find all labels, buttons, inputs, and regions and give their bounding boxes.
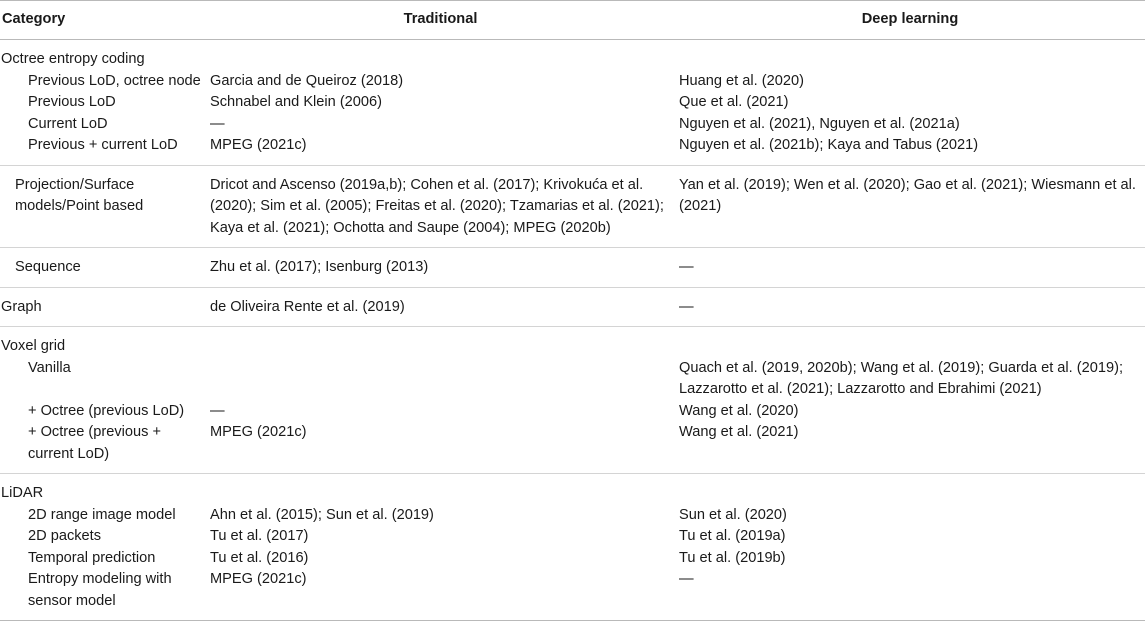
traditional-cell: Schnabel and Klein (2006) <box>210 94 383 110</box>
row-label: Previous LoD, octree node <box>28 72 201 89</box>
deep-learning-cell: Sun et al. (2020) <box>679 506 787 523</box>
group-title-row <box>0 474 1145 505</box>
deep-learning-cell: — <box>675 287 1145 327</box>
row-label: Current LoD <box>28 115 108 132</box>
traditional-cell: Ahn et al. (2015); Sun et al. (2019) <box>210 506 434 523</box>
deep-learning-cell: — <box>675 569 1145 621</box>
deep-learning-cell: — <box>675 248 1145 288</box>
deep-learning-cell: Yan et al. (2019); Wen et al. (2020); Gao et al. (2021); Wiesmann et al. (2021) <box>675 165 1145 248</box>
row-label: 2D range image model <box>28 506 176 523</box>
table-row <box>0 505 1145 527</box>
deep-learning-cell: Nguyen et al. (2021), Nguyen et al. (2021a) <box>679 115 960 132</box>
table-row <box>0 135 1145 165</box>
traditional-cell: — <box>210 402 225 419</box>
header-category: Category <box>0 1 206 40</box>
traditional-cell: MPEG (2021c) <box>206 135 675 165</box>
row-label: 2D packets <box>28 528 102 544</box>
traditional-cell: Tu et al. (2017) <box>210 528 309 544</box>
traditional-cell: MPEG (2021c) <box>206 569 675 621</box>
traditional-cell: Tu et al. (2016) <box>210 549 309 566</box>
row-label: Previous LoD <box>28 94 116 110</box>
deep-learning-cell: Nguyen et al. (2021b); Kaya and Tabus (2021) <box>675 135 1145 165</box>
row-label: Projection/Surface models/Point based <box>0 165 206 248</box>
row-label: Sequence <box>0 248 206 288</box>
table-row <box>0 114 1145 136</box>
group-title: LiDAR <box>1 485 44 501</box>
deep-learning-cell: Wang et al. (2020) <box>679 402 799 419</box>
group-title-row <box>0 40 1145 71</box>
table-row <box>0 548 1145 570</box>
row-label: Graph <box>0 287 206 327</box>
table-row <box>0 422 1145 474</box>
group-title: Voxel grid <box>1 338 66 354</box>
group-title-row <box>0 327 1145 358</box>
deep-learning-cell: Huang et al. (2020) <box>679 72 804 89</box>
traditional-cell <box>206 358 675 401</box>
header-row <box>0 1 1145 40</box>
traditional-cell: Zhu et al. (2017); Isenburg (2013) <box>206 248 675 288</box>
table-row <box>0 92 1145 114</box>
table-row <box>0 526 1145 548</box>
traditional-cell: MPEG (2021c) <box>206 422 675 474</box>
deep-learning-cell: Quach et al. (2019, 2020b); Wang et al. (2019); Guarda et al. (2019); Lazzarotto et al. (2021); Lazzarotto and Ebrahimi (2021) <box>679 359 1124 397</box>
row-label: + Octree (previous LoD) <box>28 402 185 419</box>
traditional-cell: Garcia and de Queiroz (2018) <box>210 72 404 89</box>
group-title: Octree entropy coding <box>1 51 145 67</box>
table-row <box>0 71 1145 93</box>
row-label: Vanilla <box>28 359 71 376</box>
deep-learning-cell: Tu et al. (2019b) <box>679 549 786 566</box>
row-label: + Octree (previous + current LoD) <box>0 422 206 474</box>
row-label: Entropy modeling with sensor model <box>0 569 206 621</box>
header-traditional: Traditional <box>206 1 675 40</box>
deep-learning-cell: Que et al. (2021) <box>679 94 789 110</box>
row-label: Temporal prediction <box>28 549 156 566</box>
table-row <box>0 401 1145 423</box>
table-row <box>0 569 1145 621</box>
header-deep-learning: Deep learning <box>675 1 1145 40</box>
traditional-cell: de Oliveira Rente et al. (2019) <box>206 287 675 327</box>
deep-learning-cell: Wang et al. (2021) <box>675 422 1145 474</box>
row-label: Previous + current LoD <box>0 135 206 165</box>
table-row <box>0 287 1145 327</box>
table-row <box>0 165 1145 248</box>
table-row <box>0 248 1145 288</box>
table-row <box>0 358 1145 401</box>
traditional-cell: Dricot and Ascenso (2019a,b); Cohen et al. (2017); Krivokuća et al. (2020); Sim et al. (2005); Freitas et al. (2020); Tzamarias et al. (2021); Kaya et al. (2021); Ochotta and Saupe (2004); MPEG (2020b) <box>206 165 675 248</box>
deep-learning-cell: Tu et al. (2019a) <box>679 528 786 544</box>
traditional-cell: — <box>210 115 225 132</box>
